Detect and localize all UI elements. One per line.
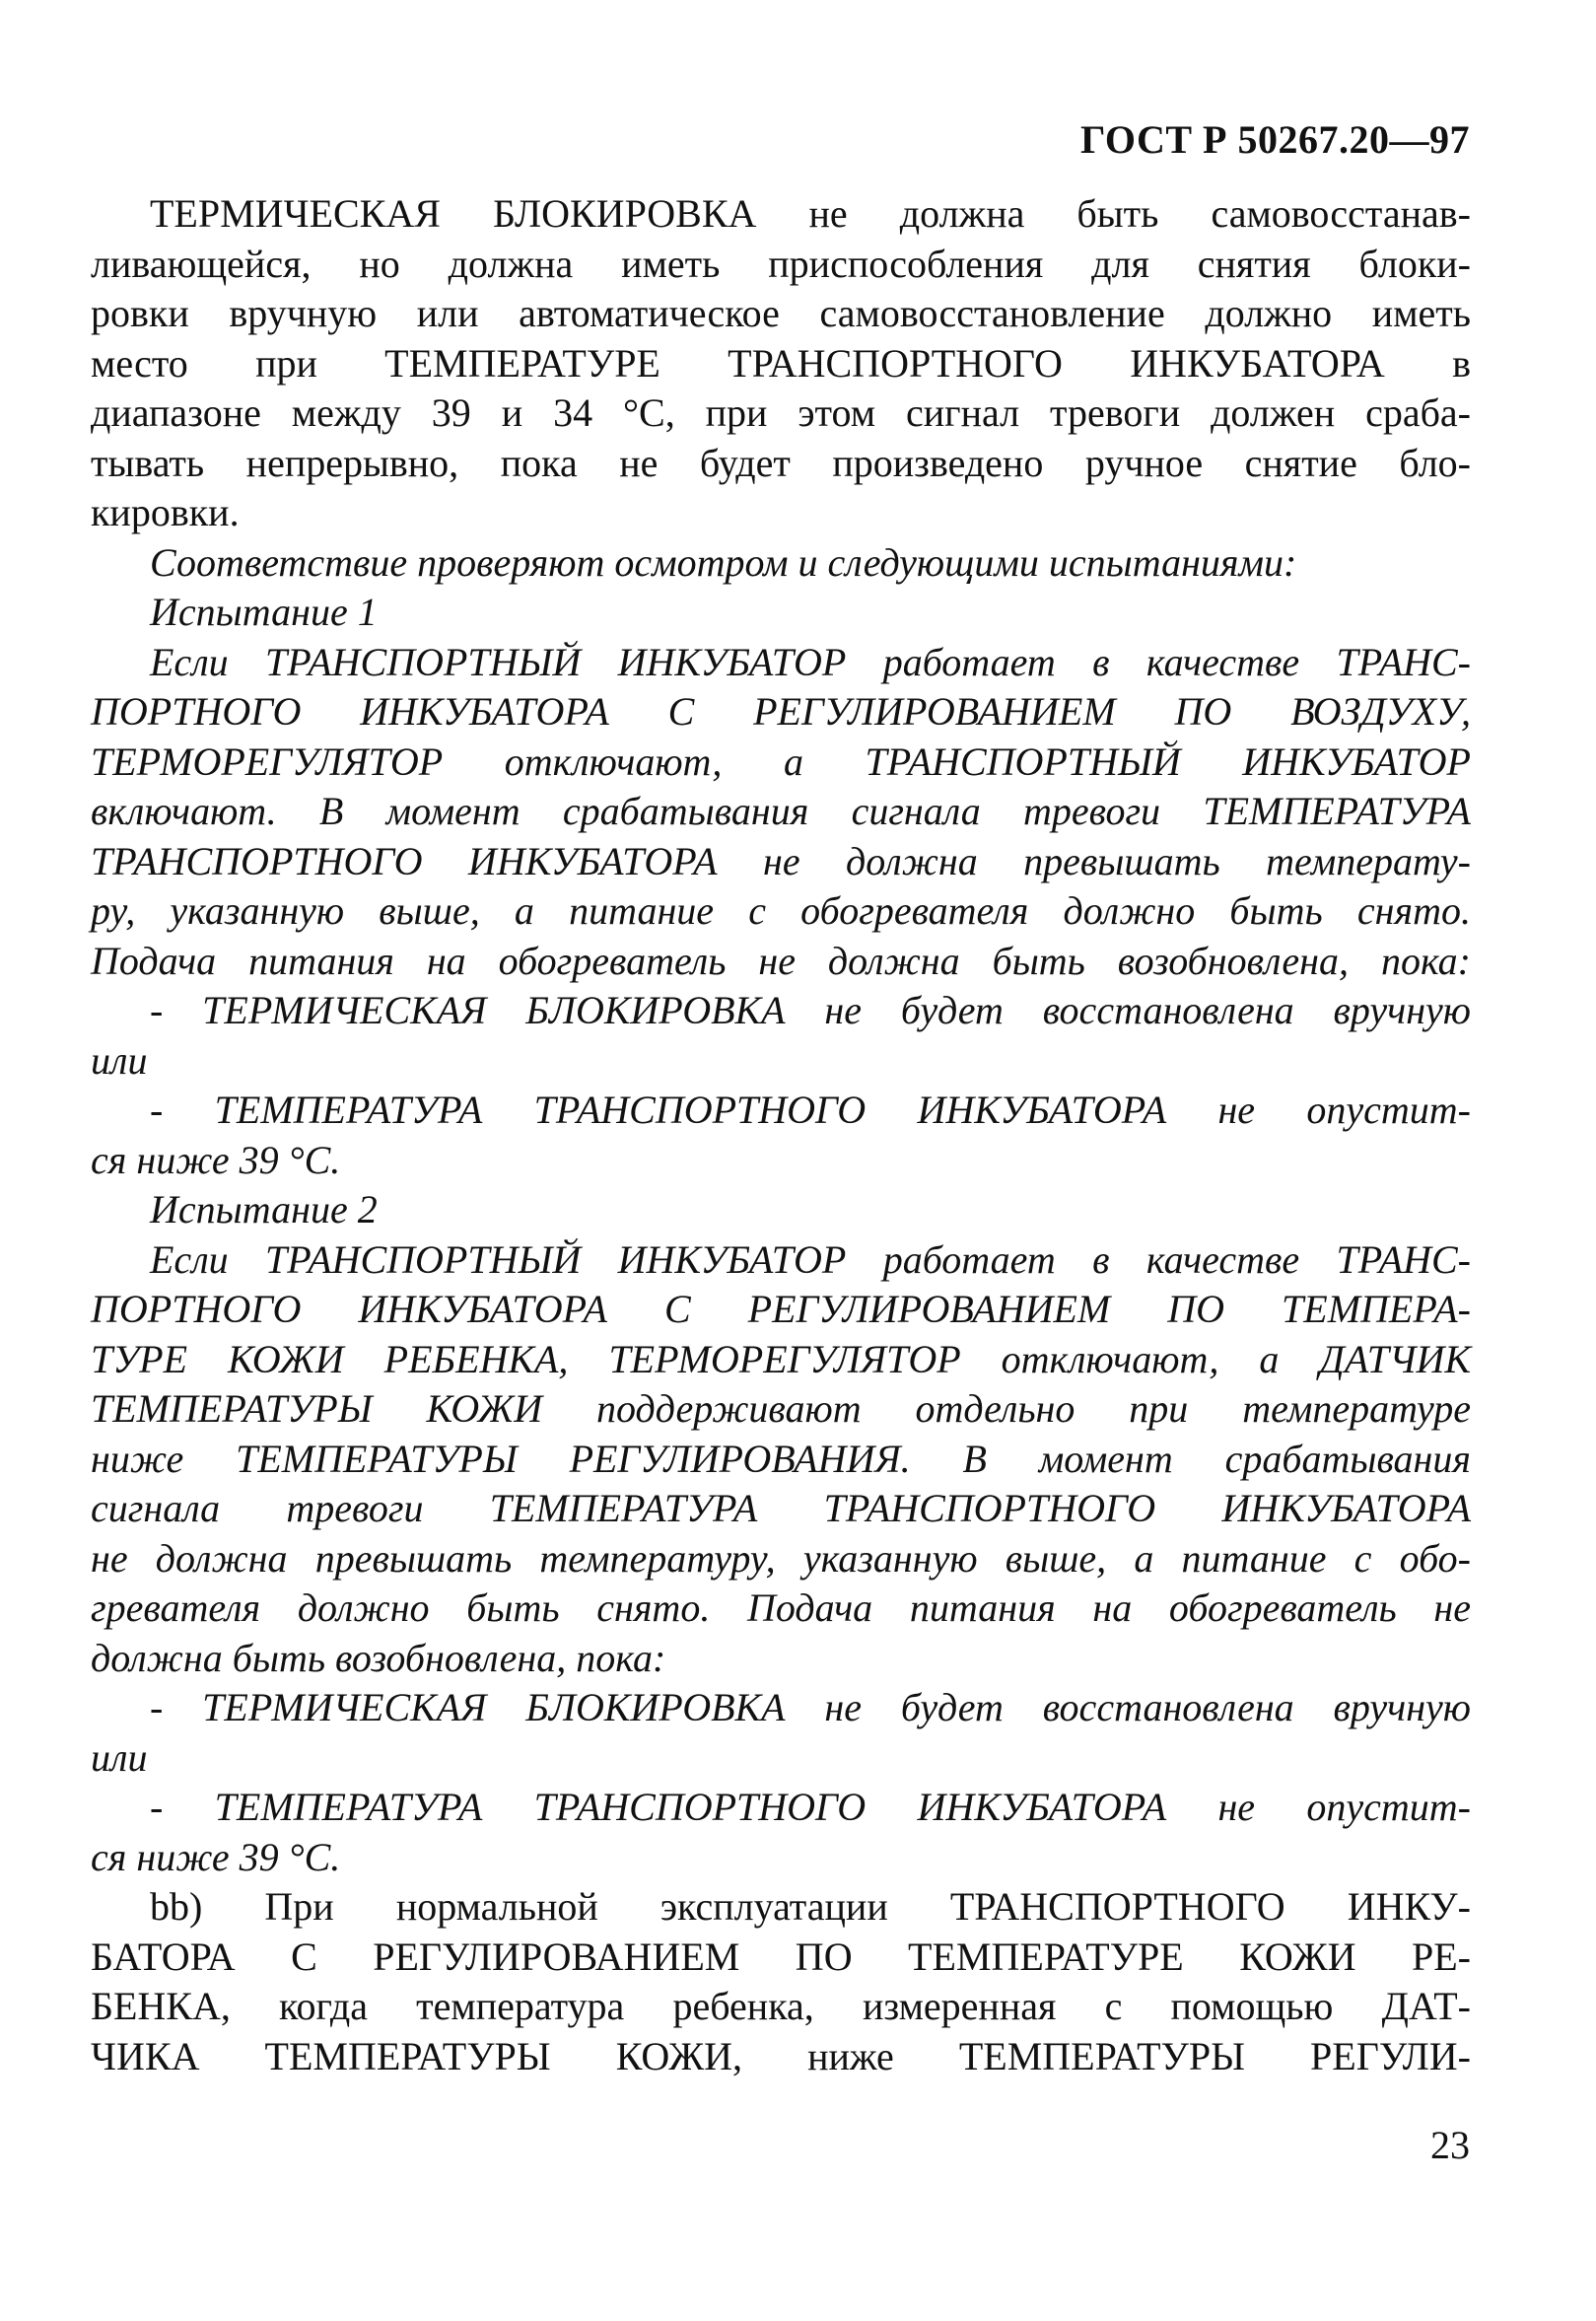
text-line: ТЕМПЕРАТУРЫ КОЖИ поддерживают отдельно при температуре bbox=[91, 1386, 1471, 1431]
test-heading: Испытание 1 bbox=[150, 590, 378, 634]
test-heading: Испытание 2 bbox=[150, 1187, 378, 1231]
text-line: - ТЕРМИЧЕСКАЯ БЛОКИРОВКА не будет восстановлена вручную bbox=[150, 988, 1471, 1032]
text-line: Если ТРАНСПОРТНЫЙ ИНКУБАТОР работает в качестве ТРАНС- bbox=[150, 1236, 1471, 1282]
paragraph-thermal-lock bbox=[91, 189, 1471, 538]
body-text bbox=[91, 189, 1471, 2081]
text-line: или bbox=[91, 1037, 148, 1083]
text-line: ру, указанную выше, а питание с обогревателя должно быть снято. bbox=[91, 888, 1471, 933]
text-line: ТЕРМОРЕГУЛЯТОР отключают, а ТРАНСПОРТНЫЙ ИНКУБАТОР bbox=[91, 738, 1471, 784]
text-line: - ТЕМПЕРАТУРА ТРАНСПОРТНОГО ИНКУБАТОРА не опустит- bbox=[150, 1088, 1471, 1132]
text-line: ся ниже 39 °С. bbox=[91, 1137, 341, 1182]
text-line: ливающейся, но должна иметь приспособления для снятия блоки- bbox=[91, 241, 1471, 286]
text-line: Если ТРАНСПОРТНЫЙ ИНКУБАТОР работает в качестве ТРАНС- bbox=[150, 639, 1471, 684]
text-line: ся ниже 39 °С. bbox=[91, 1834, 341, 1879]
text-line: диапазоне между 39 и 34 °С, при этом сигнал тревоги должен сраба- bbox=[91, 390, 1471, 435]
text-line: кировки. bbox=[91, 490, 240, 534]
text-line: ЧИКА ТЕМПЕРАТУРЫ КОЖИ, ниже ТЕМПЕРАТУРЫ РЕГУЛИ- bbox=[91, 2033, 1471, 2078]
text-line: ТУРЕ КОЖИ РЕБЕНКА, ТЕРМОРЕГУЛЯТОР отключают, а ДАТЧИК bbox=[91, 1336, 1471, 1381]
text-line: включают. В момент срабатывания сигнала тревоги ТЕМПЕРАТУРА bbox=[91, 789, 1471, 833]
text-line: Подача питания на обогреватель не должна быть возобновлена, пока: bbox=[91, 938, 1471, 983]
text-line: ровки вручную или автоматическое самовосстановление должно иметь bbox=[91, 291, 1471, 335]
standard-header: ГОСТ Р 50267.20—97 bbox=[1079, 117, 1470, 162]
text-line: bb) При нормальной эксплуатации ТРАНСПОРТНОГО ИНКУ- bbox=[150, 1884, 1471, 1929]
paragraph-tests bbox=[91, 538, 1471, 1883]
text-line: не должна превышать температуру, указанную выше, а питание с обо- bbox=[91, 1535, 1471, 1581]
text-line: место при ТЕМПЕРАТУРЕ ТРАНСПОРТНОГО ИНКУБАТОРА в bbox=[91, 340, 1471, 386]
text-line: тывать непрерывно, пока не будет произведено ручное снятие бло- bbox=[91, 440, 1471, 485]
text-line: Соответствие проверяют осмотром и следующими испытаниями: bbox=[150, 539, 1297, 585]
text-line: - ТЕРМИЧЕСКАЯ БЛОКИРОВКА не будет восстановлена вручную bbox=[150, 1685, 1471, 1729]
text-line: - ТЕМПЕРАТУРА ТРАНСПОРТНОГО ИНКУБАТОРА не опустит- bbox=[150, 1785, 1471, 1829]
text-line: ПОРТНОГО ИНКУБАТОРА С РЕГУЛИРОВАНИЕМ ПО ВОЗДУХУ, bbox=[91, 689, 1471, 734]
paragraph-bb bbox=[91, 1882, 1471, 2081]
text-line: или bbox=[91, 1734, 148, 1780]
text-line: ТРАНСПОРТНОГО ИНКУБАТОРА не должна превышать температу- bbox=[91, 838, 1471, 883]
text-line: ниже ТЕМПЕРАТУРЫ РЕГУЛИРОВАНИЯ. В момент срабатывания bbox=[91, 1436, 1471, 1481]
text-line: ТЕРМИЧЕСКАЯ БЛОКИРОВКА не должна быть самовосстанав- bbox=[150, 191, 1471, 236]
text-line: БАТОРА С РЕГУЛИРОВАНИЕМ ПО ТЕМПЕРАТУРЕ КОЖИ РЕ- bbox=[91, 1934, 1471, 1979]
text-line: гревателя должно быть снято. Подача питания на обогреватель не bbox=[91, 1585, 1471, 1630]
text-line: сигнала тревоги ТЕМПЕРАТУРА ТРАНСПОРТНОГО ИНКУБАТОРА bbox=[91, 1486, 1471, 1530]
text-line: должна быть возобновлена, пока: bbox=[91, 1635, 666, 1680]
text-line: ПОРТНОГО ИНКУБАТОРА С РЕГУЛИРОВАНИЕМ ПО ТЕМПЕРА- bbox=[91, 1287, 1471, 1331]
text-line: БЕНКА, когда температура ребенка, измеренная с помощью ДАТ- bbox=[91, 1984, 1471, 2028]
page-number: 23 bbox=[1430, 2123, 1470, 2167]
